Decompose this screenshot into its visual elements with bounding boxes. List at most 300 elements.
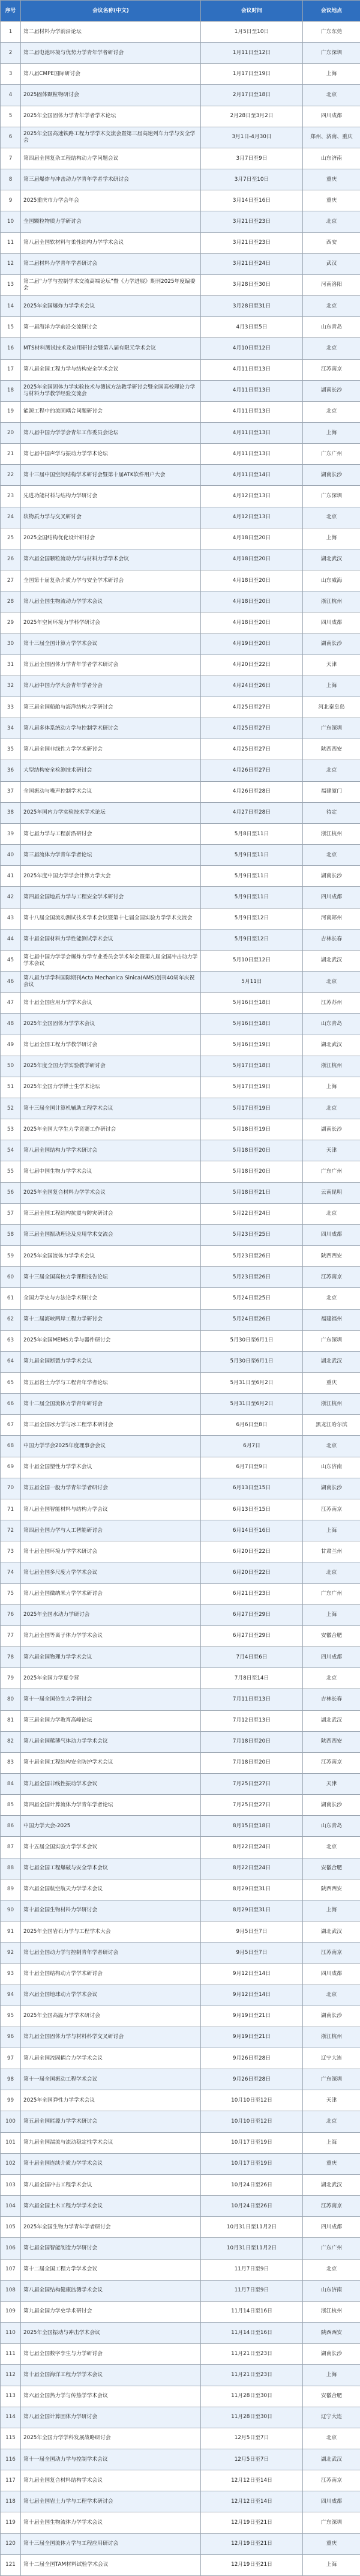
conference-place: 安徽合肥 [303, 1858, 360, 1879]
conference-date: 4月11日至13日 [201, 444, 303, 465]
row-index: 58 [1, 1224, 21, 1245]
table-row [1, 2217, 360, 2238]
conference-date: 3月21日至23日 [201, 211, 303, 232]
row-index: 19 [1, 401, 21, 422]
conference-place: 湖南长沙 [303, 1119, 360, 1140]
row-index: 20 [1, 422, 21, 443]
conference-name: 2025年全国振动与冲击学术会议 [21, 2323, 201, 2344]
conference-date: 9月26日至28日 [201, 2048, 303, 2069]
conference-name: 第十一届全国振动工程学术会议 [21, 2069, 201, 2090]
conference-name: 中国力学大会-2025 [21, 1816, 201, 1837]
table-row [1, 2132, 360, 2153]
row-index: 40 [1, 845, 21, 866]
conference-name: 能源工程中的流固耦合问题研讨会 [21, 401, 201, 422]
conference-date: 6月6日至8日 [201, 1415, 303, 1436]
conference-name: 第七届全国工程爆破与安全学术会议 [21, 1858, 201, 1879]
row-index: 46 [1, 972, 21, 993]
conference-place: 山东青岛 [303, 1014, 360, 1035]
conference-date: 2月17日至18日 [201, 85, 303, 106]
table-row [1, 2407, 360, 2428]
conference-place: 广东东莞 [303, 22, 360, 43]
conference-place: 四川成都 [303, 887, 360, 908]
conference-date: 10月24日至26日 [201, 2174, 303, 2195]
conference-date: 11月28日至30日 [201, 2386, 303, 2407]
table-row [1, 591, 360, 612]
conference-name: 第八届全国结构健康监测学术会议 [21, 2280, 201, 2301]
conference-place: 安徽合肥 [303, 1625, 360, 1646]
table-row [1, 253, 360, 274]
conference-name: 第六届全国土木工程力学学术会议 [21, 2196, 201, 2217]
table-row [1, 317, 360, 338]
conference-date: 6月7日至9日 [201, 1457, 303, 1478]
conference-place: 上海 [303, 64, 360, 85]
conference-place: 郑州、济南、重庆 [303, 127, 360, 148]
conference-name: 第八届力学学科国际期刊Acta Mechanica Sinica(AMS)创刊40周年庆祝会议 [21, 972, 201, 993]
conference-date: 5月17日至19日 [201, 1098, 303, 1119]
conference-name: 第七届中国声学与振动力学学术论坛 [21, 444, 201, 465]
conference-name: 第六届全国热力学与传热学学术会议 [21, 2386, 201, 2407]
row-index: 60 [1, 1267, 21, 1288]
conference-date: 12月5日至7日 [201, 2428, 303, 2449]
conference-date: 4月18日至20日 [201, 549, 303, 570]
conference-date: 10月10日至12日 [201, 2090, 303, 2111]
conference-place: 北京 [303, 1837, 360, 1858]
table-row [1, 1161, 360, 1182]
conference-date: 10月31日至11月2日 [201, 2238, 303, 2259]
row-index: 95 [1, 2006, 21, 2027]
conference-date: 7月4日至6日 [201, 1647, 303, 1668]
conference-place: 北京 [303, 401, 360, 422]
row-index: 70 [1, 1478, 21, 1499]
conference-date: 6月20日至22日 [201, 1541, 303, 1562]
conference-date: 11月7日至9日 [201, 2259, 303, 2280]
table-row [1, 612, 360, 633]
conference-name: 2025固体颗粒物研讨会 [21, 85, 201, 106]
row-index: 29 [1, 612, 21, 633]
table-row [1, 845, 360, 866]
conference-date: 8月15日至18日 [201, 1816, 303, 1837]
conference-date: 5月18日至20日 [201, 1161, 303, 1182]
conference-place: 江苏南京 [303, 1752, 360, 1773]
table-row [1, 1246, 360, 1267]
table-row [1, 823, 360, 844]
conference-name: 2025年全国爆炸力学学术会议 [21, 296, 201, 317]
conference-date: 5月9日至12日 [201, 908, 303, 929]
row-index: 21 [1, 444, 21, 465]
row-index: 83 [1, 1752, 21, 1773]
conference-date: 9月12日至14日 [201, 1964, 303, 1985]
table-row [1, 1288, 360, 1309]
conference-name: 第三届全国冰力学与冰工程学术研讨会 [21, 1415, 201, 1436]
row-index: 78 [1, 1647, 21, 1668]
conference-name: 第十二届全国流体力学青年研讨会 [21, 1394, 201, 1415]
conference-name: 第五届全国能源力学学术研讨会 [21, 2111, 201, 2132]
conference-place: 上海 [303, 528, 360, 549]
conference-name: 第十届全国海洋工程力学学术会议 [21, 2365, 201, 2386]
conference-date: 3月1日-4月30日 [201, 127, 303, 148]
row-index: 53 [1, 1119, 21, 1140]
conference-date: 7月25日至27日 [201, 1795, 303, 1816]
table-row [1, 1879, 360, 1900]
conference-place: 湖北武汉 [303, 549, 360, 570]
row-index: 27 [1, 570, 21, 591]
conference-name: 第十三届全国高校力学课程报告论坛 [21, 1267, 201, 1288]
conference-name: 第三届全国船舶与海洋结构力学研讨会 [21, 697, 201, 718]
conference-date: 3月14日至16日 [201, 190, 303, 211]
conference-place: 广东深圳 [303, 43, 360, 64]
conference-name: 2025年全国力学博士生学术论坛 [21, 1077, 201, 1098]
table-row [1, 190, 360, 211]
conference-date: 5月16日至19日 [201, 1035, 303, 1056]
conference-date: 5月9日至11日 [201, 866, 303, 887]
conference-date: 7月18日至20日 [201, 1752, 303, 1773]
row-index: 15 [1, 317, 21, 338]
table-row [1, 2069, 360, 2090]
row-index: 34 [1, 718, 21, 739]
table-row [1, 2533, 360, 2554]
conference-place: 北京 [303, 85, 360, 106]
conference-place: 山东青岛 [303, 1816, 360, 1837]
conference-place: 河南洛阳 [303, 274, 360, 295]
row-index: 11 [1, 232, 21, 253]
table-row [1, 2449, 360, 2470]
conference-date: 6月7日 [201, 1436, 303, 1457]
conference-place: 四川成都 [303, 106, 360, 127]
row-index: 68 [1, 1436, 21, 1457]
conference-place: 山东青岛 [303, 317, 360, 338]
table-row [1, 1647, 360, 1668]
table-row [1, 486, 360, 507]
conference-place: 四川成都 [303, 612, 360, 633]
conference-date: 9月5日至7日 [201, 1921, 303, 1943]
row-index: 26 [1, 549, 21, 570]
row-index: 69 [1, 1457, 21, 1478]
conference-place: 湖北武汉 [303, 1035, 360, 1056]
row-index: 107 [1, 2259, 21, 2280]
row-index: 113 [1, 2386, 21, 2407]
table-row [1, 1562, 360, 1583]
conference-name: 大型结构安全检测技术研讨会 [21, 760, 201, 781]
conference-place: 上海 [303, 422, 360, 443]
conference-name: 第八届中国力学大会青年学者分会 [21, 676, 201, 697]
table-row [1, 1436, 360, 1457]
conference-name: 软物质力学与交叉研讨会 [21, 507, 201, 528]
conference-name: 2025年度中国力学学会计算力学大会 [21, 866, 201, 887]
conference-name: 全国振动与噪声控制学术会议 [21, 781, 201, 802]
table-row [1, 2428, 360, 2449]
conference-name: 第十届全国工程结构安全防护学术会议 [21, 1752, 201, 1773]
table-row [1, 950, 360, 971]
conference-place: 北京 [303, 1203, 360, 1224]
row-index: 88 [1, 1858, 21, 1879]
row-index: 67 [1, 1415, 21, 1436]
table-row [1, 697, 360, 718]
conference-date: 4月11日至13日 [201, 380, 303, 401]
conference-name: 第四届全国复杂工程结构动力学问题会议 [21, 148, 201, 169]
table-row [1, 380, 360, 401]
conference-date: 6月21日至23日 [201, 1583, 303, 1604]
table-row [1, 444, 360, 465]
table-row [1, 22, 360, 43]
conference-date: 5月18日至21日 [201, 1182, 303, 1203]
conference-name: 第十届全国连续介质力学学术会议 [21, 2153, 201, 2174]
conference-date: 9月19日至21日 [201, 2006, 303, 2027]
table-row [1, 1182, 360, 1203]
conference-place: 陕西西安 [303, 739, 360, 760]
table-row [1, 1415, 360, 1436]
conference-date: 4月11日至13日 [201, 401, 303, 422]
table-row [1, 633, 360, 655]
conference-name: 2025年全国流体力学学术会议 [21, 1246, 201, 1267]
table-row [1, 169, 360, 190]
conference-date: 7月11日至13日 [201, 1689, 303, 1710]
conference-place: 北京 [303, 296, 360, 317]
row-index: 5 [1, 106, 21, 127]
table-row [1, 1203, 360, 1224]
conference-name: 第四届全国地质力学与工程安全学术研讨会 [21, 887, 201, 908]
row-index: 57 [1, 1203, 21, 1224]
conference-name: 第八届全国微纳米力学学术研讨会 [21, 1583, 201, 1604]
conference-date: 5月10日至12日 [201, 950, 303, 971]
conference-place: 陕西西安 [303, 1246, 360, 1267]
table-row [1, 1457, 360, 1478]
conference-place: 江苏苏州 [303, 993, 360, 1014]
conference-place: 福建厦门 [303, 781, 360, 802]
conference-name: 第八届全国非线性力学学术研讨会 [21, 739, 201, 760]
conference-name: 第九届全国湍流与流动稳定性学术会议 [21, 2132, 201, 2153]
conference-date: 7月8日至14日 [201, 1668, 303, 1689]
row-index: 104 [1, 2196, 21, 2217]
conference-place: 浙江杭州 [303, 823, 360, 844]
conference-date: 3月28日至31日 [201, 296, 303, 317]
row-index: 14 [1, 296, 21, 317]
table-row [1, 2006, 360, 2027]
conference-place: 西安 [303, 232, 360, 253]
row-index: 77 [1, 1625, 21, 1646]
row-index: 51 [1, 1077, 21, 1098]
conference-place: 重庆 [303, 169, 360, 190]
table-row [1, 1710, 360, 1731]
table-row [1, 1394, 360, 1415]
conference-place: 江苏南京 [303, 1267, 360, 1288]
conference-name: 第三届流体力学青年学者论坛 [21, 845, 201, 866]
table-row [1, 2512, 360, 2533]
row-index: 64 [1, 1351, 21, 1372]
conference-place: 湖北武汉 [303, 1351, 360, 1372]
conference-date: 11月21日至23日 [201, 2344, 303, 2365]
conference-place: 吉林长春 [303, 1689, 360, 1710]
table-row [1, 1752, 360, 1773]
conference-date: 6月27日至29日 [201, 1604, 303, 1625]
conference-name: 第一届海洋力学前沿交流研讨会 [21, 317, 201, 338]
conference-date: 5月24日至26日 [201, 1309, 303, 1330]
conference-date: 4月12日至13日 [201, 486, 303, 507]
conference-name: 第五届岩土力学与工程青年学者论坛 [21, 1373, 201, 1394]
conference-date: 8月22日至24日 [201, 1858, 303, 1879]
table-row [1, 1583, 360, 1604]
row-index: 82 [1, 1731, 21, 1752]
conference-name: 第六届全国航空航天力学学术会议 [21, 1879, 201, 1900]
row-index: 16 [1, 338, 21, 359]
conference-date: 6月14日至16日 [201, 1520, 303, 1541]
row-index: 115 [1, 2428, 21, 2449]
conference-date: 7月25日至27日 [201, 1773, 303, 1794]
row-index: 66 [1, 1394, 21, 1415]
row-index: 2 [1, 43, 21, 64]
table-row [1, 908, 360, 929]
conference-name: 第十三届全国计算力学学术会议 [21, 633, 201, 655]
conference-place: 甘肃兰州 [303, 1541, 360, 1562]
conference-place: 浙江杭州 [303, 2301, 360, 2322]
header-index: 序号 [1, 1, 21, 22]
row-index: 119 [1, 2512, 21, 2533]
conference-date: 4月27日至28日 [201, 802, 303, 823]
conference-name: 第八届CMPE国际研讨会 [21, 64, 201, 85]
conference-date: 11月14日至16日 [201, 2301, 303, 2322]
conference-name: 2025年全国大学生力学竞赛工作研讨会 [21, 1119, 201, 1140]
conference-name: 2025年全国固体力学实验技术与测试方法教学研讨会暨全国高校理论力学与材料力学教学经验交流会 [21, 380, 201, 401]
conference-name: 第九届全国固体力学与材料科学交叉研讨会 [21, 2027, 201, 2048]
conference-place: 天津 [303, 1773, 360, 1794]
conference-name: 第七届全国动力学与控制青年学者研讨会 [21, 1943, 201, 1964]
conference-date: 5月9日至11日 [201, 887, 303, 908]
table-row [1, 2196, 360, 2217]
row-index: 22 [1, 465, 21, 486]
conference-place: 湖北武汉 [303, 1710, 360, 1731]
conference-date: 5月31日至6月2日 [201, 1394, 303, 1415]
conference-place: 广东深圳 [303, 2512, 360, 2533]
conference-place: 北京 [303, 338, 360, 359]
conference-place: 四川成都 [303, 2491, 360, 2512]
conference-name: 第八届全国结构力学学术研讨会 [21, 1140, 201, 1161]
row-index: 92 [1, 1943, 21, 1964]
conference-date: 5月23日至25日 [201, 1224, 303, 1245]
conference-name: MTS材料测试技术及应用研讨会暨第八届有限元学术会议 [21, 338, 201, 359]
conference-name: 第六届全国地球动力学学术会议 [21, 1985, 201, 2006]
conference-name: 第七届全国多尺度力学学术会议 [21, 1562, 201, 1583]
conference-date: 7月12日至13日 [201, 1710, 303, 1731]
table-row [1, 2174, 360, 2195]
conference-name: 第八届全国生物流动力学学术会议 [21, 591, 201, 612]
table-row [1, 465, 360, 486]
table-row [1, 1816, 360, 1837]
conference-place: 广东广州 [303, 2238, 360, 2259]
table-row [1, 85, 360, 106]
row-index: 17 [1, 359, 21, 380]
conference-date: 4月3日至5日 [201, 317, 303, 338]
conference-name: 第十届全国塑性力学学术会议 [21, 1457, 201, 1478]
table-row [1, 1773, 360, 1794]
conference-date: 12月12日至14日 [201, 2470, 303, 2491]
row-index: 48 [1, 1014, 21, 1035]
conference-date: 9月12日至14日 [201, 1985, 303, 2006]
conference-date: 6月13日至15日 [201, 1478, 303, 1499]
row-index: 91 [1, 1921, 21, 1943]
row-index: 114 [1, 2407, 21, 2428]
row-index: 61 [1, 1288, 21, 1309]
conference-date: 5月8日至11日 [201, 823, 303, 844]
conference-name: 第六届全国颗粒流动力学与材料力学学术会议 [21, 549, 201, 570]
conference-date: 10月17日至19日 [201, 2153, 303, 2174]
table-row [1, 655, 360, 676]
table-row [1, 2554, 360, 2575]
conference-date: 4月10日至12日 [201, 338, 303, 359]
row-index: 73 [1, 1541, 21, 1562]
conference-name: 第八届全国智能材料与结构力学会议 [21, 1499, 201, 1520]
conference-place: 北京 [303, 211, 360, 232]
conference-place: 湖南长沙 [303, 633, 360, 655]
table-row [1, 1921, 360, 1943]
conference-place: 四川成都 [303, 1647, 360, 1668]
conference-place: 浙江杭州 [303, 1056, 360, 1077]
conference-place: 湖南长沙 [303, 866, 360, 887]
table-row [1, 1309, 360, 1330]
table-row [1, 549, 360, 570]
conference-place: 四川成都 [303, 1964, 360, 1985]
conference-date: 6月13日至15日 [201, 1499, 303, 1520]
conference-name: 2025年全国力学夏令营 [21, 1668, 201, 1689]
row-index: 110 [1, 2323, 21, 2344]
table-row [1, 507, 360, 528]
conference-place: 福建福州 [303, 1309, 360, 1330]
row-index: 59 [1, 1246, 21, 1267]
row-index: 93 [1, 1964, 21, 1985]
conference-place: 上海 [303, 2132, 360, 2153]
conference-date: 5月31日至6月2日 [201, 1373, 303, 1394]
row-index: 108 [1, 2280, 21, 2301]
row-index: 54 [1, 1140, 21, 1161]
conference-date: 5月9日至12日 [201, 929, 303, 950]
conference-name: 2025年全国固体力学青年学者学术论坛 [21, 106, 201, 127]
table-row [1, 993, 360, 1014]
row-index: 39 [1, 823, 21, 844]
conference-place: 湖北武汉 [303, 2449, 360, 2470]
row-index: 63 [1, 1330, 21, 1351]
row-index: 25 [1, 528, 21, 549]
conference-name: 第八届全国软材料与柔性结构力学学术会议 [21, 232, 201, 253]
conference-name: 2025年全国复合材料力学学术会议 [21, 1182, 201, 1203]
row-index: 9 [1, 190, 21, 211]
row-index: 97 [1, 2048, 21, 2069]
conference-place: 云南昆明 [303, 1182, 360, 1203]
table-row [1, 1837, 360, 1858]
conference-name: 第五届全国一般力学青年学者研讨会 [21, 1478, 201, 1499]
conference-name: 全国颗粒物质力学研讨会 [21, 211, 201, 232]
conference-name: 第十届全国生物材料力学研讨会 [21, 1900, 201, 1921]
conference-place: 上海 [303, 2554, 360, 2575]
row-index: 109 [1, 2301, 21, 2322]
conference-name: 第九届全国等离子体力学学术会议 [21, 1625, 201, 1646]
conference-name: 2025重庆市力学会年会 [21, 190, 201, 211]
conference-place: 广东深圳 [303, 1330, 360, 1351]
conference-place: 江苏南京 [303, 1499, 360, 1520]
conference-place: 北京 [303, 507, 360, 528]
row-index: 76 [1, 1604, 21, 1625]
conference-place: 天津 [303, 2090, 360, 2111]
table-row [1, 1943, 360, 1964]
conference-place: 上海 [303, 1604, 360, 1625]
conference-place: 北京 [303, 760, 360, 781]
table-row [1, 1140, 360, 1161]
conference-place: 北京 [303, 2259, 360, 2280]
conference-place: 广东深圳 [303, 486, 360, 507]
row-index: 74 [1, 1562, 21, 1583]
conference-name: 第八届多体系统动力学与控制学术研讨会 [21, 718, 201, 739]
table-row [1, 2048, 360, 2069]
row-index: 84 [1, 1773, 21, 1794]
conference-name: 2025年度全国力学实验教学研讨会 [21, 1056, 201, 1077]
conference-place: 上海 [303, 1077, 360, 1098]
